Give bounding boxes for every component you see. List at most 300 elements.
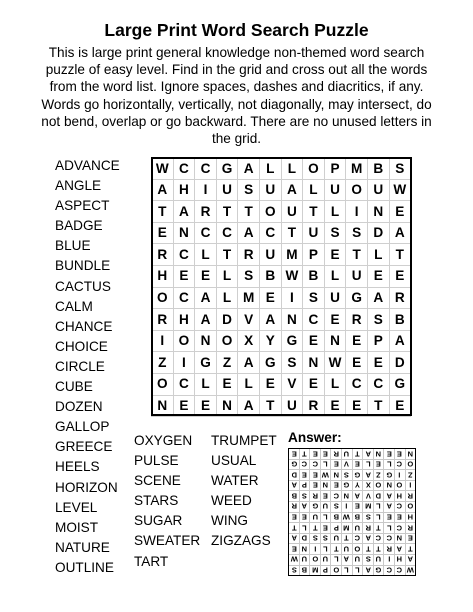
answer-cell: E [394, 512, 405, 523]
grid-cell[interactable]: S [346, 222, 368, 244]
answer-cell: A [384, 501, 395, 512]
answer-cell: A [299, 501, 310, 512]
answer-cell: D [299, 533, 310, 544]
grid-cell[interactable]: A [389, 222, 411, 244]
word-list-item: SUGAR [134, 513, 183, 529]
grid-cell[interactable]: E [216, 373, 238, 395]
answer-cell: N [405, 449, 416, 460]
answer-cell: N [373, 449, 384, 460]
grid-cell[interactable]: B [389, 309, 411, 331]
grid-cell[interactable]: B [259, 265, 281, 287]
grid-cell[interactable]: E [195, 265, 217, 287]
answer-cell: S [331, 501, 342, 512]
grid-cell[interactable]: E [389, 395, 411, 417]
grid-cell[interactable]: T [216, 244, 238, 266]
grid-cell[interactable]: H [173, 309, 195, 331]
word-list-item: HEELS [55, 459, 100, 475]
answer-cell: G [352, 470, 363, 481]
grid-cell[interactable]: I [281, 287, 303, 309]
grid-cell[interactable]: O [152, 373, 174, 395]
grid-cell[interactable]: E [346, 330, 368, 352]
grid-cell[interactable]: N [367, 201, 389, 223]
word-list-item: MOIST [55, 519, 99, 535]
grid-cell[interactable]: D [367, 222, 389, 244]
answer-cell: E [310, 480, 321, 491]
answer-row [289, 491, 416, 502]
answer-row [289, 512, 416, 523]
grid-cell[interactable]: R [346, 309, 368, 331]
answer-row [289, 554, 416, 565]
grid-cell[interactable]: W [152, 158, 174, 180]
grid-cell[interactable]: C [259, 222, 281, 244]
grid-cell[interactable]: T [389, 244, 411, 266]
answer-cell: A [289, 533, 300, 544]
word-list-item: ADVANCE [55, 158, 120, 173]
answer-cell: A [394, 544, 405, 555]
grid-cell[interactable]: U [259, 244, 281, 266]
grid-cell[interactable]: Z [216, 352, 238, 374]
grid-cell[interactable]: M [238, 287, 260, 309]
answer-cell: R [289, 501, 300, 512]
puzzle-description: This is large print general knowledge non-themed word search puzzle of easy level. Find in the grid and cross out all the words from the word list. Ignore spaces, dashes and diacritics, if any. Words go horizontally, vertically, not diagonally, may intersect, do not bend, overlap or go backward. There are no unused letters in the grid. [41, 45, 432, 147]
grid-cell[interactable]: L [216, 265, 238, 287]
grid-cell[interactable]: O [346, 179, 368, 201]
grid-cell[interactable]: U [281, 395, 303, 417]
answer-cell: G [373, 565, 384, 576]
grid-cell[interactable]: C [216, 222, 238, 244]
answer-cell: G [384, 470, 395, 481]
grid-cell[interactable]: A [259, 309, 281, 331]
grid-cell[interactable]: A [389, 330, 411, 352]
grid-cell[interactable]: L [367, 244, 389, 266]
grid-cell[interactable]: G [216, 158, 238, 180]
answer-cell: L [320, 544, 331, 555]
grid-cell[interactable]: A [238, 352, 260, 374]
grid-cell[interactable]: L [195, 373, 217, 395]
answer-cell: H [394, 554, 405, 565]
grid-cell[interactable]: R [389, 287, 411, 309]
grid-cell[interactable]: E [367, 352, 389, 374]
grid-cell[interactable]: A [195, 309, 217, 331]
grid-cell[interactable]: T [238, 201, 260, 223]
answer-cell: O [352, 544, 363, 555]
grid-cell[interactable]: L [324, 373, 346, 395]
grid-cell[interactable]: W [324, 352, 346, 374]
answer-cell: P [331, 523, 342, 534]
answer-cell: E [320, 523, 331, 534]
word-list-item: ZIGZAGS [211, 533, 271, 549]
grid-row [152, 395, 411, 417]
grid-cell[interactable]: E [259, 287, 281, 309]
answer-cell: V [363, 491, 374, 502]
answer-cell: U [373, 554, 384, 565]
grid-cell[interactable]: E [346, 395, 368, 417]
grid-cell[interactable]: L [324, 265, 346, 287]
grid-cell[interactable]: X [238, 330, 260, 352]
grid-cell[interactable]: B [367, 158, 389, 180]
answer-cell: C [373, 533, 384, 544]
grid-cell[interactable]: C [195, 222, 217, 244]
grid-row [152, 287, 411, 309]
answer-cell: A [341, 554, 352, 565]
grid-cell[interactable]: A [367, 287, 389, 309]
grid-cell[interactable]: I [346, 201, 368, 223]
answer-cell: T [341, 533, 352, 544]
grid-cell[interactable]: I [195, 179, 217, 201]
grid-cell[interactable]: E [173, 395, 195, 417]
answer-cell: C [394, 501, 405, 512]
answer-cell: E [320, 449, 331, 460]
grid-cell[interactable]: S [238, 265, 260, 287]
grid-cell[interactable]: E [152, 222, 174, 244]
grid-cell[interactable]: A [238, 158, 260, 180]
answer-cell: C [310, 459, 321, 470]
grid-row [152, 244, 411, 266]
answer-cell: C [331, 491, 342, 502]
grid-cell[interactable]: I [173, 352, 195, 374]
answer-cell: G [289, 459, 300, 470]
answer-cell: L [384, 459, 395, 470]
answer-cell: R [363, 523, 374, 534]
word-list-item: TART [134, 553, 169, 569]
answer-cell: U [320, 501, 331, 512]
grid-row [152, 158, 411, 180]
answer-cell: Z [373, 470, 384, 481]
grid-cell[interactable]: O [303, 158, 325, 180]
grid-cell[interactable]: T [303, 201, 325, 223]
answer-cell: U [352, 523, 363, 534]
answer-cell: N [394, 533, 405, 544]
answer-cell: C [394, 565, 405, 576]
puzzle-title: Large Print Word Search Puzzle [104, 20, 369, 40]
grid-cell[interactable]: A [238, 222, 260, 244]
answer-cell: D [373, 491, 384, 502]
answer-cell: T [363, 544, 374, 555]
answer-cell: S [363, 554, 374, 565]
grid-cell[interactable]: E [324, 395, 346, 417]
word-list-item: BLUE [55, 238, 91, 254]
grid-cell[interactable]: E [173, 265, 195, 287]
answer-cell: C [299, 459, 310, 470]
answer-cell: O [405, 459, 416, 470]
grid-cell[interactable]: U [216, 179, 238, 201]
letter-grid [151, 157, 411, 417]
word-list-item: SCENE [134, 473, 181, 489]
grid-cell[interactable]: T [216, 201, 238, 223]
word-list-item: OXYGEN [134, 433, 193, 448]
answer-cell: R [331, 449, 342, 460]
grid-cell[interactable]: A [281, 179, 303, 201]
word-list-item: CHANCE [55, 318, 113, 334]
answer-cell: S [341, 470, 352, 481]
grid-cell[interactable]: N [195, 330, 217, 352]
word-list-item: TRUMPET [211, 433, 277, 448]
answer-cell: L [320, 459, 331, 470]
answer-cell: W [322, 470, 330, 480]
grid-cell[interactable]: L [238, 373, 260, 395]
grid-cell[interactable]: S [281, 352, 303, 374]
answer-cell: E [405, 533, 416, 544]
answer-cell: E [384, 512, 395, 523]
answer-cell: L [331, 554, 342, 565]
answer-cell: Y [352, 480, 363, 491]
answer-cell: N [341, 491, 352, 502]
answer-cell: I [384, 554, 395, 565]
answer-cell: G [310, 501, 321, 512]
word-list-column-1 [55, 156, 120, 578]
grid-cell[interactable]: U [367, 179, 389, 201]
answer-cell: E [289, 449, 300, 460]
answer-cell: A [363, 533, 374, 544]
answer-cell: N [320, 480, 331, 491]
answer-cell: T [352, 449, 363, 460]
grid-row [152, 352, 411, 374]
answer-cell: D [289, 470, 300, 481]
grid-cell[interactable]: L [216, 287, 238, 309]
grid-cell[interactable]: H [173, 179, 195, 201]
grid-cell[interactable]: G [281, 330, 303, 352]
grid-cell[interactable]: W [389, 179, 411, 201]
word-list-item: BADGE [55, 218, 103, 234]
grid-cell[interactable]: R [152, 309, 174, 331]
grid-cell[interactable]: E [346, 352, 368, 374]
grid-cell[interactable]: O [216, 330, 238, 352]
grid-cell[interactable]: R [152, 244, 174, 266]
answer-cell: U [352, 554, 363, 565]
grid-cell[interactable]: Y [259, 330, 281, 352]
grid-cell[interactable]: T [367, 395, 389, 417]
grid-cell[interactable]: Z [152, 352, 174, 374]
answer-cell: R [405, 523, 416, 534]
answer-cell: H [394, 491, 405, 502]
answer-cell: T [373, 544, 384, 555]
answer-cell: S [289, 565, 300, 576]
word-list-item: GALLOP [55, 419, 110, 435]
grid-cell[interactable]: C [303, 309, 325, 331]
grid-cell[interactable]: O [173, 330, 195, 352]
grid-cell[interactable]: L [195, 244, 217, 266]
grid-cell[interactable]: G [346, 287, 368, 309]
grid-cell[interactable]: E [303, 330, 325, 352]
answer-cell: R [310, 491, 321, 502]
answer-cell: E [310, 449, 321, 460]
grid-cell[interactable]: G [389, 373, 411, 395]
word-list-item: WEED [211, 493, 252, 509]
grid-cell[interactable]: C [173, 158, 195, 180]
grid-cell[interactable]: E [389, 201, 411, 223]
grid-cell[interactable]: A [152, 179, 174, 201]
grid-cell[interactable]: U [346, 265, 368, 287]
grid-cell[interactable]: C [173, 244, 195, 266]
answer-cell: S [310, 533, 321, 544]
answer-cell: U [299, 554, 310, 565]
answer-cell: T [405, 544, 416, 555]
word-list-item: CALM [55, 298, 93, 314]
word-list-item: STARS [134, 493, 179, 509]
grid-cell[interactable]: E [389, 265, 411, 287]
answer-row [289, 470, 416, 481]
answer-cell: E [289, 544, 300, 555]
grid-cell[interactable]: O [259, 201, 281, 223]
answer-cell: T [331, 544, 342, 555]
answer-row [289, 544, 416, 555]
grid-cell[interactable]: R [238, 244, 260, 266]
answer-cell: E [310, 470, 321, 481]
answer-cell: X [363, 480, 374, 491]
grid-cell[interactable]: U [281, 201, 303, 223]
answer-label: Answer: [288, 430, 342, 445]
answer-cell: B [299, 565, 310, 576]
answer-cell: M [310, 565, 321, 576]
grid-cell[interactable]: E [303, 373, 325, 395]
grid-cell[interactable]: N [173, 222, 195, 244]
word-list-item: CUBE [55, 379, 93, 395]
grid-cell[interactable]: V [281, 373, 303, 395]
grid-cell[interactable]: N [152, 395, 174, 417]
grid-cell[interactable]: U [259, 179, 281, 201]
answer-cell: A [289, 480, 300, 491]
answer-cell: I [341, 501, 352, 512]
answer-cell: P [299, 480, 310, 491]
answer-cell: L [373, 512, 384, 523]
grid-cell[interactable]: B [303, 265, 325, 287]
grid-cell[interactable]: U [303, 222, 325, 244]
answer-row [289, 480, 416, 491]
grid-cell[interactable]: V [238, 309, 260, 331]
grid-cell[interactable]: H [152, 265, 174, 287]
grid-cell[interactable]: I [152, 330, 174, 352]
grid-row [152, 309, 411, 331]
grid-cell[interactable]: G [259, 352, 281, 374]
grid-cell[interactable]: E [324, 244, 346, 266]
answer-row [289, 533, 416, 544]
answer-cell: O [394, 480, 405, 491]
grid-row [152, 222, 411, 244]
grid-row [152, 330, 411, 352]
grid-cell[interactable]: P [367, 330, 389, 352]
grid-cell[interactable]: E [367, 265, 389, 287]
grid-cell[interactable]: N [216, 395, 238, 417]
answer-cell: E [384, 449, 395, 460]
answer-cell: A [363, 449, 374, 460]
grid-cell[interactable]: S [303, 287, 325, 309]
grid-cell[interactable]: C [173, 373, 195, 395]
word-list-item: SWEATER [134, 533, 201, 549]
word-list-item: OUTLINE [55, 559, 114, 575]
answer-cell: W [343, 512, 351, 522]
answer-cell: L [384, 523, 395, 534]
answer-cell: B [289, 491, 300, 502]
answer-cell: C [384, 565, 395, 576]
answer-cell: E [299, 512, 310, 523]
grid-cell[interactable]: U [324, 287, 346, 309]
grid-cell[interactable]: P [324, 158, 346, 180]
word-list-item: ANGLE [55, 178, 102, 194]
answer-cell: T [373, 523, 384, 534]
grid-cell[interactable]: N [303, 352, 325, 374]
answer-cell: T [299, 449, 310, 460]
grid-cell[interactable]: D [216, 309, 238, 331]
grid-cell[interactable]: S [238, 179, 260, 201]
grid-cell[interactable]: L [281, 158, 303, 180]
grid-cell[interactable]: C [367, 373, 389, 395]
grid-cell[interactable]: S [324, 222, 346, 244]
grid-cell[interactable]: C [346, 373, 368, 395]
grid-cell[interactable]: A [195, 287, 217, 309]
answer-cell: E [373, 459, 384, 470]
answer-cell: M [363, 501, 374, 512]
answer-cell: L [373, 501, 384, 512]
answer-cell: S [363, 512, 374, 523]
grid-cell[interactable]: T [259, 395, 281, 417]
grid-cell[interactable]: T [152, 201, 174, 223]
answer-cell: O [405, 501, 416, 512]
word-list-item: ASPECT [55, 198, 110, 214]
grid-cell[interactable]: M [281, 244, 303, 266]
answer-cell: T [289, 523, 300, 534]
answer-cell: L [341, 565, 352, 576]
answer-cell: L [320, 512, 331, 523]
grid-cell[interactable]: D [389, 352, 411, 374]
grid-cell[interactable]: T [281, 222, 303, 244]
grid-cell[interactable]: L [324, 201, 346, 223]
grid-cell[interactable]: W [281, 265, 303, 287]
grid-cell[interactable]: T [346, 244, 368, 266]
grid-cell[interactable]: E [259, 373, 281, 395]
answer-cell: Z [405, 470, 416, 481]
grid-cell[interactable]: E [324, 309, 346, 331]
answer-cell: U [341, 449, 352, 460]
grid-cell[interactable]: N [281, 309, 303, 331]
answer-cell: N [331, 470, 342, 481]
word-list-item: CACTUS [55, 278, 111, 294]
grid-cell[interactable]: C [173, 287, 195, 309]
answer-cell: E [331, 480, 342, 491]
grid-cell[interactable]: S [389, 158, 411, 180]
grid-cell[interactable]: L [259, 158, 281, 180]
answer-row [289, 501, 416, 512]
answer-cell: E [320, 491, 331, 502]
grid-cell[interactable]: R [303, 395, 325, 417]
grid-cell[interactable]: G [195, 352, 217, 374]
answer-cell: U [341, 544, 352, 555]
word-list-item: WATER [211, 473, 259, 489]
answer-cell: E [289, 512, 300, 523]
grid-cell[interactable]: A [173, 201, 195, 223]
grid-cell[interactable]: L [303, 179, 325, 201]
grid-cell[interactable]: P [303, 244, 325, 266]
grid-cell[interactable]: R [195, 201, 217, 223]
answer-cell: O [331, 565, 342, 576]
answer-cell: C [352, 533, 363, 544]
answer-cell: L [352, 565, 363, 576]
grid-cell[interactable]: M [346, 158, 368, 180]
grid-cell[interactable]: S [367, 309, 389, 331]
grid-cell[interactable]: A [238, 395, 260, 417]
grid-cell[interactable]: O [152, 287, 174, 309]
word-list-column-3 [211, 431, 277, 552]
answer-cell: T [310, 523, 321, 534]
answer-row [289, 449, 416, 460]
answer-cell: E [331, 459, 342, 470]
answer-cell: M [341, 523, 352, 534]
grid-cell[interactable]: E [195, 395, 217, 417]
grid-cell[interactable]: U [324, 179, 346, 201]
grid-row [152, 201, 411, 223]
answer-cell: C [394, 459, 405, 470]
grid-cell[interactable]: N [324, 330, 346, 352]
grid-cell[interactable]: C [195, 158, 217, 180]
